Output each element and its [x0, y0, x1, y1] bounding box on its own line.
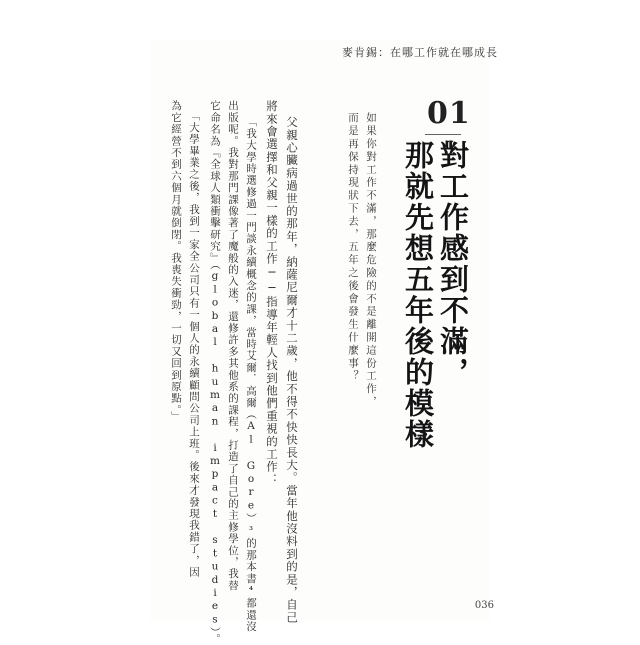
page-number: 036 [474, 600, 494, 611]
body-line-2: 將來會選擇和父親一樣的工作──指導年輕人找到他們重視的工作： [265, 100, 279, 486]
body-line-1: 父親心臟病過世的那年，納薩尼爾才十二歲，他不得不快快長大。當年他沒料到的是，自己 [285, 116, 299, 624]
quote-1-line-1: 「我大學時選修過一門談永續概念的課，當時艾爾．高爾（Al Gore）³的那本書⁴都還沒 [245, 116, 257, 633]
chapter-title-line-1: 對工作感到不滿， [436, 140, 470, 388]
chapter-title-line-2: 那就先想五年後的模樣 [401, 140, 435, 450]
epigraph-line-1: 如果你對工作不滿，那麼危險的不是離開這份工作， [365, 112, 377, 409]
running-header: 麥肯錫：在哪工作就在哪成長 [342, 46, 498, 59]
chapter-number-underline [425, 134, 461, 135]
quote-1-line-2: 出版呢。我對那門課像著了魔般的入迷，還修許多其他系的課程，打造了自己的主修學位，我替 [227, 100, 239, 592]
quote-2-line-2: 為它經營不到六個月就倒閉。我喪失衝勁，一切又回到原點。」 [170, 100, 182, 423]
quote-2-line-1: 「大學畢業之後，我到一家全公司只有一個人的永續顧問公司上班。後來才發現我錯了，因 [188, 110, 200, 578]
epigraph-line-2: 而是再保持現狀下去，五年之後會發生什麼事？ [347, 112, 359, 383]
quote-1-line-3: 它命名為『全球人類衝擊研究』（global human impact studies）。 [209, 100, 221, 645]
chapter-number: 01 [427, 96, 471, 131]
